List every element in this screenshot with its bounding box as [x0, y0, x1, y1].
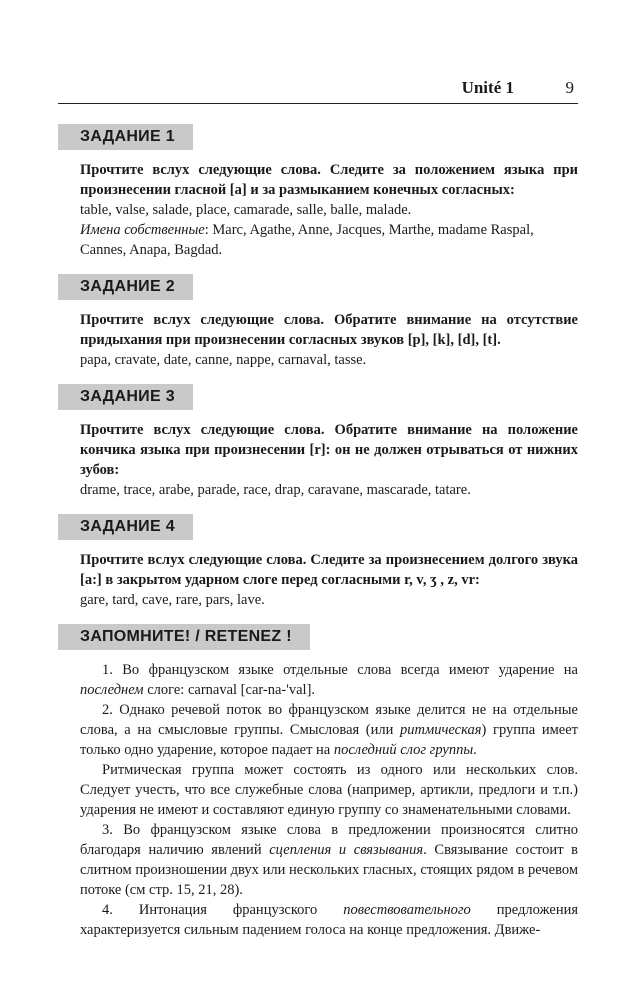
rule-paragraph [80, 700, 578, 760]
emphasis: повествовательного [343, 902, 471, 918]
task-instruction: Прочтите вслух следующие слова. Обратите внимание на положение кончика языка при произнесении [r]: он не должен отрываться от нижних зубов: [80, 422, 578, 478]
task-3 [58, 384, 578, 500]
proper-names-line [58, 220, 578, 260]
emphasis: ритмическая [400, 722, 482, 738]
page-number: 9 [565, 78, 574, 97]
text-run: 4. Интонация французского [102, 902, 344, 918]
task-heading: ЗАДАНИЕ 4 [58, 514, 193, 540]
rule-paragraph [80, 660, 578, 700]
task-heading: ЗАДАНИЕ 3 [58, 384, 193, 410]
text-run: ) группа имеет только одно ударение, которое падает на [80, 722, 578, 758]
emphasis: последний слог группы [333, 742, 474, 758]
rule-paragraph [80, 900, 578, 940]
task-words: table, valse, salade, place, camarade, salle, balle, malade. [80, 202, 412, 218]
retenez-heading: ЗАПОМНИТЕ! / RETENEZ ! [58, 624, 310, 650]
text-run: предложения характеризуется сильным падением голоса на конце предложения. Движе- [80, 902, 579, 938]
task-4 [58, 514, 578, 610]
retenez-section [58, 624, 578, 940]
header-rule [58, 103, 578, 104]
task-words: papa, cravate, date, canne, nappe, carnaval, tasse. [80, 352, 367, 368]
emphasis: сцепления и связывания [269, 842, 424, 858]
retenez-body [58, 660, 578, 940]
text-run: . [473, 742, 477, 758]
chapter-title: Unité 1 [461, 78, 514, 97]
rule-paragraph [80, 820, 578, 900]
task-heading: ЗАДАНИЕ 2 [58, 274, 193, 300]
running-header [58, 78, 578, 100]
task-words: gare, tard, cave, rare, pars, lave. [80, 592, 265, 608]
text-run: 1. Во французском языке отдельные слова всегда имеют ударение на [102, 662, 578, 678]
task-words: drame, trace, arabe, parade, race, drap, caravane, mascarade, tatare. [80, 482, 471, 498]
text-run: 2. Однако речевой поток во французском языке делится не на отдельные слова, а на смысловые группы. Смысловая (или [80, 702, 578, 738]
task-heading: ЗАДАНИЕ 1 [58, 124, 193, 150]
page-content [58, 124, 578, 954]
task-instruction: Прочтите вслух следующие слова. Обратите внимание на отсутствие придыхания при произнесении согласных звуков [p], [k], [d], [t]. [80, 312, 578, 348]
emphasis: последнем [80, 682, 144, 698]
text-run: слоге: carnaval [car-na-'val]. [143, 682, 316, 698]
rule-paragraph: Ритмическая группа может состоять из одного или нескольких слов. Следует учесть, что все служебные слова (например, артикли, предлоги и т.п.) ударения не имеют и составляют единую группу со знаменательными словами. [80, 762, 578, 818]
text-run: . Связывание состоит в слитном произношении двух или нескольких гласных, стоящих рядом в речевом потоке (см стр. 15, 21, 28). [80, 842, 579, 898]
proper-names-label: Имена собственные [80, 222, 205, 238]
text-run: 3. Во французском языке слова в предложении произносятся слитно благодаря наличию явлений [80, 822, 578, 858]
task-instruction: Прочтите вслух следующие слова. Следите за произнесением долгого звука [a:] в закрытом ударном слоге перед согласными r, v, ʒ , z, vr: [80, 552, 578, 588]
task-instruction: Прочтите вслух следующие слова. Следите за положением языка при произнесении гласной [a] и за размыканием конечных согласных: [80, 162, 578, 198]
task-2 [58, 274, 578, 370]
task-1 [58, 124, 578, 260]
proper-names: : Marc, Agathe, Anne, Jacques, Marthe, madame Raspal, Cannes, Anapa, Bagdad. [80, 222, 534, 258]
